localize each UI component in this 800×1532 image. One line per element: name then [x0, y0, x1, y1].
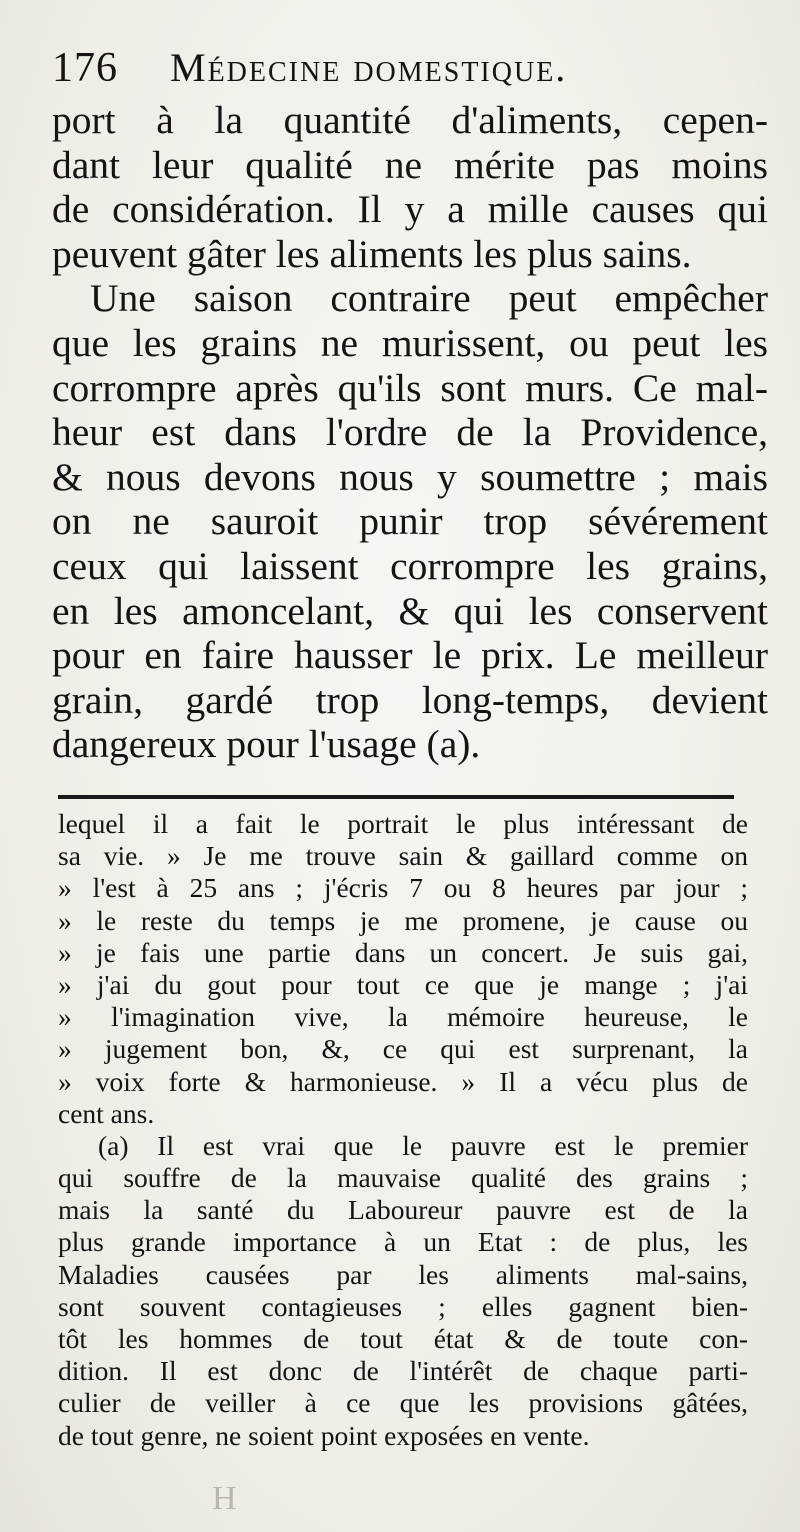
footnote-line: » l'est à 25 ans ; j'écris 7 ou 8 heures par jour ;: [58, 872, 748, 904]
footnote-line: sa vie. » Je me trouve sain & gaillard comme on: [58, 840, 748, 872]
footnote-line: Maladies causées par les aliments mal-sains,: [58, 1258, 748, 1290]
footnote-line: » j'ai du gout pour tout ce que je mange ; j'ai: [58, 968, 748, 1000]
footnote-line: » l'imagination vive, la mémoire heureuse, le: [58, 1001, 748, 1033]
text-line: ceux qui laissent corrompre les grains,: [52, 543, 768, 588]
footnote-rule: [58, 795, 734, 799]
footnote-line: culier de veiller à ce que les provisions gâtées,: [58, 1387, 748, 1419]
text-line: on ne sauroit punir trop sévérement: [52, 499, 768, 544]
text-line: de considération. Il y a mille causes qui: [52, 187, 768, 232]
footnote-line: mais la santé du Laboureur pauvre est de la: [58, 1194, 748, 1226]
footnotes: [58, 808, 748, 1452]
running-head: Médecine domestique.: [170, 45, 568, 90]
footnote-line: dition. Il est donc de l'intérêt de chaque parti-: [58, 1355, 748, 1387]
footnote-line: plus grande importance à un Etat : de plus, les: [58, 1226, 748, 1258]
text-line: heur est dans l'ordre de la Providence,: [52, 410, 768, 455]
footnote-line: sont souvent contagieuses ; elles gagnent bien-: [58, 1290, 748, 1322]
footnote-line: lequel il a fait le portrait le plus intéressant de: [58, 808, 748, 839]
footnote-line: cent ans.: [58, 1097, 155, 1129]
text-line: Une saison contraire peut empêcher: [90, 276, 768, 321]
footnote-line: » voix forte & harmonieuse. » Il a vécu plus de: [58, 1065, 748, 1097]
main-text: [52, 98, 768, 767]
footnote-line: de tout genre, ne soient point exposées en vente.: [58, 1419, 590, 1451]
footnote-line: » jugement bon, &, ce qui est surprenant, la: [58, 1033, 748, 1065]
text-line: dant leur qualité ne mérite pas moins: [52, 142, 768, 187]
page-number: 176: [52, 45, 118, 91]
footnote-line: qui souffre de la mauvaise qualité des grains ;: [58, 1162, 748, 1194]
text-line: grain, gardé trop long-temps, devient: [52, 677, 768, 722]
text-line: dangereux pour l'usage (a).: [52, 722, 481, 767]
text-line: & nous devons nous y soumettre ; mais: [52, 454, 768, 499]
text-line: que les grains ne murissent, ou peut les: [52, 320, 768, 365]
footnote-line: » le reste du temps je me promene, je cause ou: [58, 904, 748, 936]
footnote-line: (a) Il est vrai que le pauvre est le premier: [98, 1129, 748, 1161]
text-line: en les amoncelant, & qui les conservent: [52, 588, 768, 633]
page-header: [52, 44, 752, 98]
text-line: corrompre après qu'ils sont murs. Ce mal-: [52, 365, 768, 410]
text-line: port à la quantité d'aliments, cepen-: [52, 98, 768, 142]
text-line: peuvent gâter les aliments les plus sains.: [52, 231, 692, 276]
footnote-line: tôt les hommes de tout état & de toute con-: [58, 1323, 748, 1354]
text-line: pour en faire hausser le prix. Le meilleur: [52, 633, 768, 678]
signature-mark: H: [212, 1480, 237, 1517]
footnote-line: » je fais une partie dans un concert. Je suis gai,: [58, 936, 748, 968]
